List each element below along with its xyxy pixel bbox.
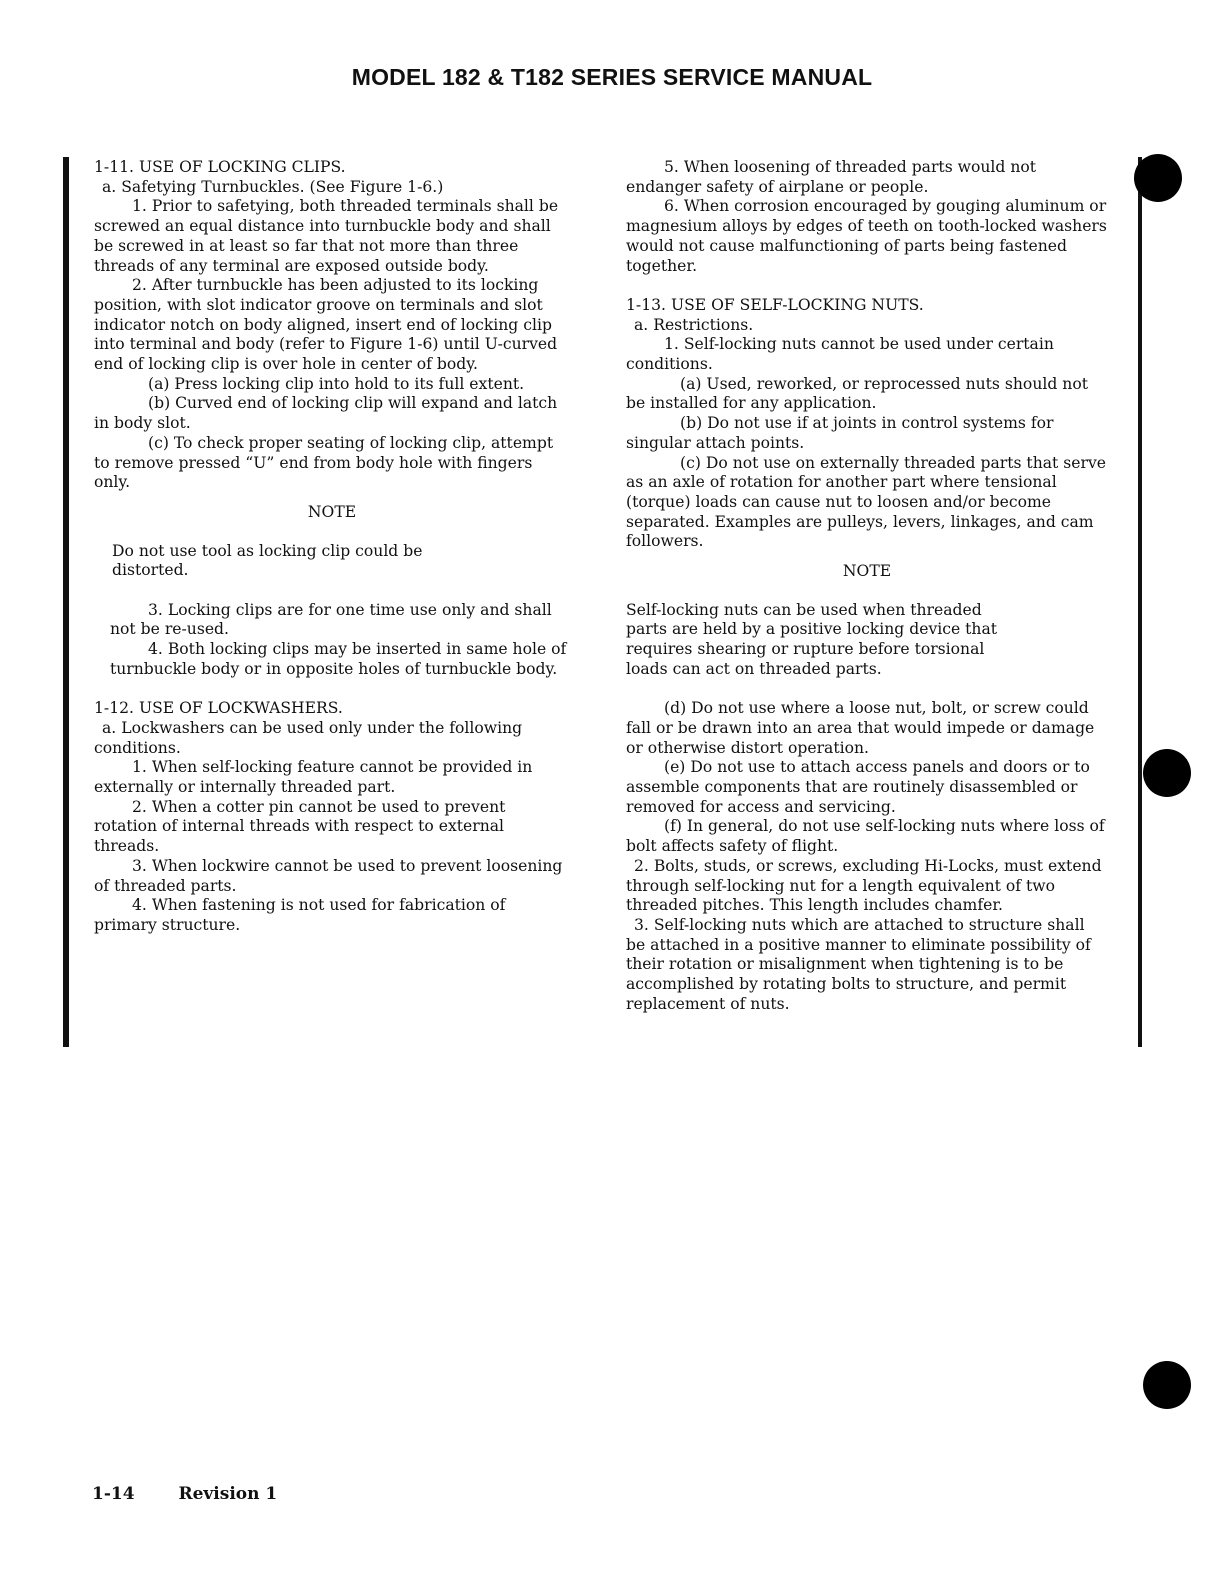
paragraph-1-13-a-1: 1. Self-locking nuts cannot be used under certain conditions. (626, 335, 1054, 374)
revision-label: Revision 1 (178, 1484, 278, 1504)
paragraph-1-12-a-1: 1. When self-locking feature cannot be provided in externally or internally threaded part. (94, 758, 533, 797)
paragraph-1-11-a-2-b: (b) Curved end of locking clip will expand and latch in body slot. (94, 394, 558, 433)
paragraph-1-12-a-4: 4. When fastening is not used for fabrication of primary structure. (94, 896, 506, 934)
note-text-right: Self-locking nuts can be used when threaded parts are held by a positive locking device that requires shearing or rupture before torsional loads can act on threaded parts. (626, 600, 998, 678)
binder-hole-bottom (1143, 1361, 1191, 1409)
paragraph-1-11-a-2-a: (a) Press locking clip into hold to its full extent. (148, 374, 525, 393)
note-title-right: NOTE (842, 562, 892, 581)
right-change-bar (1138, 157, 1142, 1047)
paragraph-1-13-a: a. Restrictions. (634, 315, 754, 334)
section-heading-1-12: 1-12. USE OF LOCKWASHERS. (94, 699, 343, 718)
paragraph-1-11-a: a. Safetying Turnbuckles. (See Figure 1-6.) (102, 177, 444, 196)
note-title-left: NOTE (307, 502, 357, 521)
paragraph-1-12-a: a. Lockwashers can be used only under the following conditions. (94, 718, 523, 757)
paragraph-1-11-a-2-c: (c) To check proper seating of locking clip, attempt to remove pressed “U” end from body hole with fingers only. (94, 433, 554, 492)
locking-clip-items (94, 601, 570, 680)
paragraph-1-11-a-1: 1. Prior to safetying, both threaded terminals shall be screwed an equal distance into turnbuckle body and shall be screwed in at least so far that not more than three threads of any terminal are exposed outside body. (94, 197, 559, 275)
paragraph-1-13-a-1-a: (a) Used, reworked, or reprocessed nuts should not be installed for any application. (626, 374, 1088, 413)
page-footer (92, 1484, 277, 1504)
paragraph-1-13-a-1-e: (e) Do not use to attach access panels and doors or to assemble components that are routinely disassembled or removed for access and servicing. (626, 758, 1090, 816)
left-column (94, 158, 570, 936)
paragraph-1-13-a-2: 2. Bolts, studs, or screws, excluding Hi-Locks, must extend through self-locking nut for a length equivalent of two threaded pitches. This length includes chamfer. (626, 856, 1102, 915)
binder-hole-middle (1143, 749, 1191, 797)
section-heading-1-11: 1-11. USE OF LOCKING CLIPS. (94, 158, 346, 176)
page-title: MODEL 182 & T182 SERIES SERVICE MANUAL (351, 64, 873, 90)
paragraph-1-12-a-2: 2. When a cotter pin cannot be used to prevent rotation of internal threads with respect to external threads. (94, 797, 506, 856)
paragraph-1-13-a-1-b: (b) Do not use if at joints in control systems for singular attach points. (626, 414, 1054, 452)
paragraph-1-13-a-1-f: (f) In general, do not use self-locking nuts where loss of bolt affects safety of flight. (626, 817, 1105, 856)
right-column (626, 158, 1108, 1015)
note-text-left: Do not use tool as locking clip could be distorted. (112, 541, 423, 580)
paragraph-1-12-a-3: 3. When lockwire cannot be used to prevent loosening of threaded parts. (94, 856, 563, 895)
paragraph-1-13-a-1-d: (d) Do not use where a loose nut, bolt, or screw could fall or be drawn into an area that would impede or damage or otherwise distort operation. (626, 699, 1095, 757)
paragraph-1-13-a-1-c: (c) Do not use on externally threaded parts that serve as an axle of rotation for another part where tensional (torque) loads can cause nut to loosen and/or become separated. Examples are pulleys, levers, linkages, and cam followers. (626, 453, 1106, 551)
paragraph-1-12-a-6: 6. When corrosion encouraged by gouging aluminum or magnesium alloys by edges of teeth on tooth-locked washers would not cause malfunctioning of parts being fastened together. (626, 197, 1107, 275)
paragraph-1-13-a-3: 3. Self-locking nuts which are attached to structure shall be attached in a positive manner to eliminate possibility of their rotation or misalignment when tightening is to be accomplished by rotating bolts to structure, and permit replacement of nuts. (626, 915, 1091, 1013)
section-heading-1-13: 1-13. USE OF SELF-LOCKING NUTS. (626, 295, 924, 314)
paragraph-1-11-a-4: 4. Both locking clips may be inserted in same hole of turnbuckle body or in opposite holes of turnbuckle body. (110, 640, 567, 678)
binder-hole-top (1134, 154, 1182, 202)
paragraph-1-11-a-2: 2. After turnbuckle has been adjusted to its locking position, with slot indicator groove on terminals and slot indicator notch on body aligned, insert end of locking clip into terminal and body (refer to Figure 1-6) until U-curved end of locking clip is over hole in center of body. (94, 276, 558, 374)
paragraph-1-11-a-3: 3. Locking clips are for one time use only and shall not be re-used. (110, 600, 552, 639)
page-number: 1-14 (92, 1484, 135, 1504)
paragraph-1-12-a-5: 5. When loosening of threaded parts would not endanger safety of airplane or people. (626, 158, 1037, 196)
left-change-bar (63, 157, 69, 1047)
